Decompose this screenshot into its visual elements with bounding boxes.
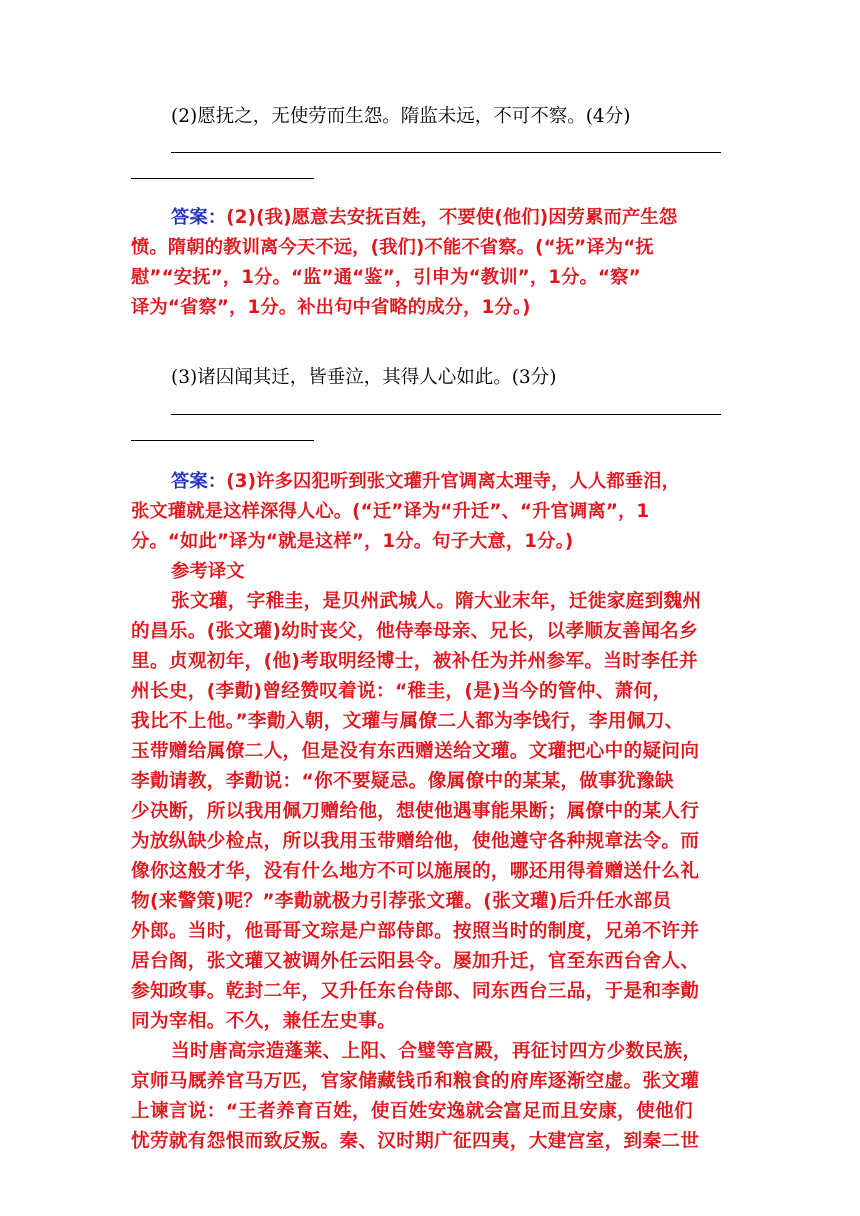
translation-line: 我比不上他。”李勣入朝，文瓘与属僚二人都为李饯行，李用佩刀、 — [131, 711, 684, 732]
translation-line: 京师马厩养官马万匹，官家储藏钱币和粮食的府库逐渐空虚。张文瓘 — [131, 1071, 700, 1092]
answer-3-line-3: 分。“如此”译为“就是这样”，1分。句子大意，1分。) — [131, 531, 574, 552]
translation-line: 参知政事。乾封二年，又升任东台侍郎、同东西台三品，于是和李勣 — [131, 981, 700, 1002]
answer-3 — [131, 467, 731, 1157]
translation-line: 外郎。当时，他哥哥文琮是户部侍郎。按照当时的制度，兄弟不许并 — [131, 921, 700, 942]
answer-line-2a — [171, 152, 721, 153]
answer-2-line-1: 答案：(2)(我)愿意去安抚百姓，不要使(他们)因劳累而产生怨 — [171, 207, 678, 228]
translation-line: 上谏言说：“王者养育百姓，使百姓安逸就会富足而且安康，使他们 — [131, 1101, 693, 1122]
question-2: (2)愿抚之，无使劳而生怨。隋监未远，不可不察。(4分) — [171, 106, 631, 127]
translation-line: 李勣请教，李勣说：“你不要疑忌。像属僚中的某某，做事犹豫缺 — [131, 771, 674, 792]
translation-line: 里。贞观初年，(他)考取明经博士，被补任为并州参军。当时李任并 — [131, 651, 699, 672]
translation-heading: 参考译文 — [171, 561, 245, 582]
translation-line: 居台阁，张文瓘又被调外任云阳县令。屡加升迁，官至东西台舍人、 — [131, 951, 700, 972]
answer-2-line-3: 慰”“安抚”，1分。“监”通“鉴”，引申为“教训”，1分。“察” — [131, 267, 641, 288]
translation-line: 张文瓘，字稚圭，是贝州武城人。隋大业末年，迁徙家庭到魏州 — [171, 591, 702, 612]
answer-3-line-2: 张文瓘就是这样深得人心。(“迁”译为“升迁”、“升官调离”，1 — [131, 501, 650, 522]
answer-label: 答案： — [171, 471, 227, 492]
answer-line-3a — [171, 414, 721, 415]
answer-2 — [131, 203, 731, 323]
translation-line: 州长史，(李勣)曾经赞叹着说：“稚圭，(是)当今的管仲、萧何， — [131, 681, 672, 702]
translation-line: 当时唐高宗造蓬莱、上阳、合璧等宫殿，再征讨四方少数民族， — [171, 1041, 702, 1062]
translation-line: 为放纵缺少检点，所以我用玉带赠给他，使他遵守各种规章法令。而 — [131, 831, 700, 852]
answer-line-3b — [131, 440, 314, 441]
translation-line: 像你这般才华，没有什么地方不可以施展的，哪还用得着赠送什么礼 — [131, 861, 700, 882]
answer-3-line-1: 答案：(3)许多囚犯听到张文瓘升官调离太理寺，人人都垂泪， — [171, 471, 681, 492]
answer-label: 答案： — [171, 207, 227, 228]
answer-2-line-4: 译为“省察”，1分。补出句中省略的成分，1分。) — [131, 297, 531, 318]
translation-line: 的昌乐。(张文瓘)幼时丧父，他侍奉母亲、兄长，以孝顺友善闻名乡 — [131, 621, 699, 642]
translation-line: 少决断，所以我用佩刀赠给他，想使他遇事能果断；属僚中的某人行 — [131, 801, 700, 822]
translation-line: 同为宰相。不久，兼任左史事。 — [131, 1011, 397, 1032]
answer-line-2b — [131, 178, 314, 179]
translation-body — [131, 587, 731, 1157]
translation-line: 玉带赠给属僚二人，但是没有东西赠送给文瓘。文瓘把心中的疑问向 — [131, 741, 700, 762]
translation-line: 忧劳就有怨恨而致反叛。秦、汉时期广征四夷，大建宫室，到秦二世 — [131, 1131, 700, 1152]
answer-2-line-2: 愤。隋朝的教训离今天不远，(我们)不能不省察。(“抚”译为“抚 — [131, 237, 654, 258]
question-3: (3)诸囚闻其迁，皆垂泣，其得人心如此。(3分) — [171, 367, 557, 388]
translation-line: 物(来警策)呢？”李勣就极力引荐张文瓘。(张文瓘)后升任水部员 — [131, 891, 672, 912]
